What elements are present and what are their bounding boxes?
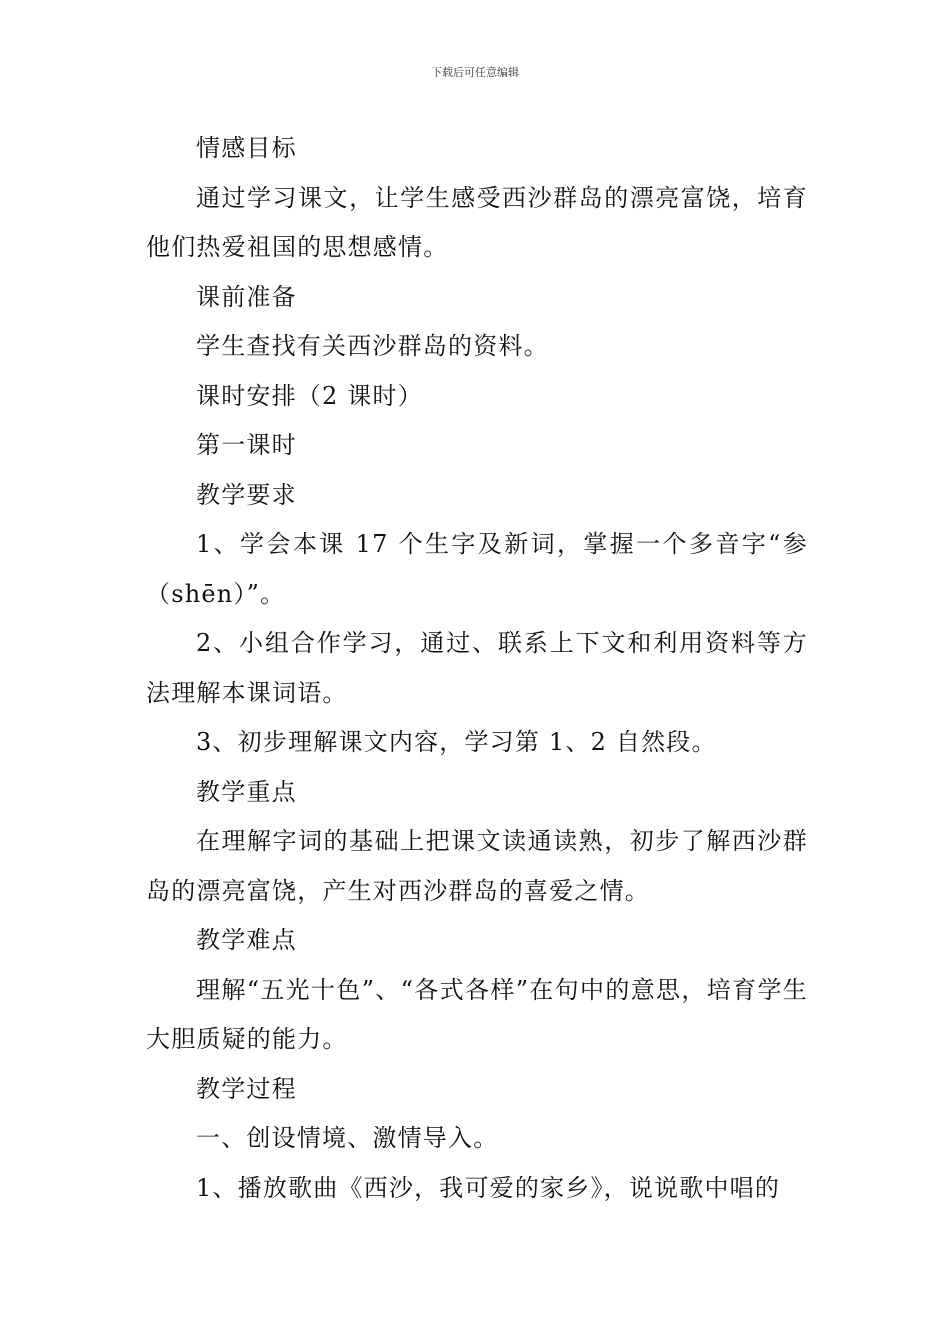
heading-emotional-goals: 情感目标 xyxy=(196,134,297,162)
page-header: 下载后可任意编辑 xyxy=(431,66,519,79)
process-substep-1: 1、播放歌曲《西沙，我可爱的家乡》，说说歌中唱的 xyxy=(196,1173,781,1202)
heading-process: 教学过程 xyxy=(196,1074,297,1103)
paragraph-difficulties: 理解“五光十色”、“各式各样”在句中的意思，培育学生大胆质疑的能力。 xyxy=(146,975,808,1053)
paragraph-schedule: 课时安排（2 课时） xyxy=(196,381,423,410)
process-step-1: 一、创设情境、激情导入。 xyxy=(196,1124,499,1152)
heading-key-points: 教学重点 xyxy=(196,777,297,806)
heading-preparation: 课前准备 xyxy=(196,282,297,311)
requirement-item-3: 3、初步理解课文内容，学习第 1、2 自然段。 xyxy=(196,728,717,756)
paragraph-preparation: 学生查找有关西沙群岛的资料。 xyxy=(196,332,549,360)
requirement-item-1: 1、学会本课 17 个生字及新词，掌握一个多音字“参（shēn）”。 xyxy=(146,530,808,608)
requirement-item-2: 2、小组合作学习，通过、联系上下文和利用资料等方法理解本课词语。 xyxy=(146,629,808,707)
paragraph-key-points: 在理解字词的基础上把课文读通读熟，初步了解西沙群岛的漂亮富饶，产生对西沙群岛的喜爱之情。 xyxy=(146,827,808,905)
paragraph-emotional-goals: 通过学习课文，让学生感受西沙群岛的漂亮富饶，培育他们热爱祖国的思想感情。 xyxy=(146,183,808,261)
document-body xyxy=(146,124,808,1213)
heading-first-lesson: 第一课时 xyxy=(196,431,297,459)
heading-requirements: 教学要求 xyxy=(196,480,297,509)
heading-difficulties: 教学难点 xyxy=(196,926,297,954)
